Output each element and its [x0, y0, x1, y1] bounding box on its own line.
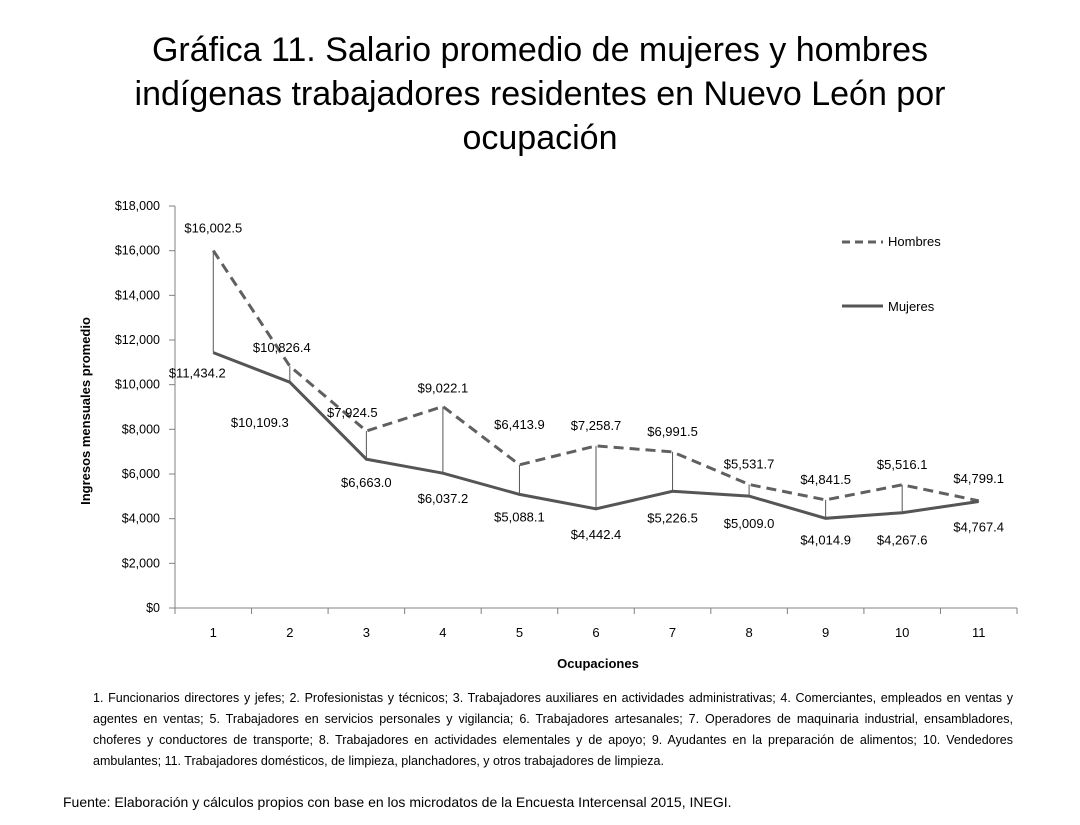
data-label-hombres: $4,841.5 — [800, 471, 851, 487]
y-tick-label: $18,000 — [114, 199, 160, 213]
chart-title-line-3: ocupación — [462, 119, 618, 157]
y-tick-label: $8,000 — [121, 422, 160, 437]
x-tick-label: 8 — [745, 625, 753, 640]
data-label-mujeres: $4,767.4 — [953, 519, 1005, 535]
x-tick-label: 1 — [209, 625, 217, 640]
y-axis-title: Ingresos mensuales promedio — [78, 317, 93, 505]
x-axis-title: Ocupaciones — [557, 656, 639, 671]
data-label-mujeres: $5,088.1 — [494, 509, 545, 525]
data-label-mujeres: $5,226.5 — [647, 510, 698, 526]
data-label-mujeres: $4,014.9 — [800, 532, 851, 548]
x-tick-label: 10 — [894, 625, 910, 640]
data-label-mujeres: $10,109.3 — [230, 415, 289, 431]
data-label-mujeres: $4,442.4 — [570, 526, 622, 542]
source-note: Fuente: Elaboración y cálculos propios con base en los microdatos de la Encuesta Intercensal 2015, INEGI. — [63, 794, 732, 810]
legend-label-hombres: Hombres — [888, 234, 941, 249]
x-tick-label: 3 — [362, 625, 370, 640]
y-tick-label: $12,000 — [114, 333, 160, 347]
x-tick-label: 2 — [286, 625, 294, 640]
data-label-hombres: $7,258.7 — [570, 417, 622, 433]
x-tick-label: 5 — [515, 625, 524, 640]
data-label-mujeres: $6,663.0 — [341, 475, 392, 491]
data-label-mujeres: $4,267.6 — [876, 532, 928, 548]
data-label-hombres: $5,531.7 — [723, 456, 775, 472]
chart-title-line-2: indígenas trabajadores residentes en Nuevo León por — [134, 75, 946, 113]
data-label-hombres: $9,022.1 — [417, 380, 469, 396]
data-label-mujeres: $11,434.2 — [168, 365, 226, 381]
x-tick-label: 6 — [592, 625, 600, 640]
x-tick-label: 7 — [668, 625, 677, 640]
chart-title-line-1: Gráfica 11. Salario promedio de mujeres y hombres — [151, 31, 929, 69]
data-label-mujeres: $6,037.2 — [417, 491, 469, 507]
data-label-hombres: $10,826.4 — [252, 340, 311, 356]
x-tick-label: 4 — [439, 625, 447, 640]
data-label-hombres: $5,516.1 — [876, 456, 928, 472]
data-label-hombres: $7,924.5 — [327, 405, 378, 421]
legend-label-mujeres: Mujeres — [888, 299, 935, 314]
occupation-notes: 1. Funcionarios directores y jefes; 2. Profesionistas y técnicos; 3. Trabajadores auxiliares en actividades administrativas; 4. Comerciantes, empleados en ventas y agentes en ventas; 5. Trabajadores en servicios personales y vigilancia; 6. Trabajadores artesanales; 7. Operadores de maquinaria industrial, ensambladores, choferes y conductores de transporte; 8. Trabajadores en actividades elementales y de apoyo; 9. Ayudantes en la preparación de alimentos; 10. Vendedores ambulantes; 11. Trabajadores domésticos, de limpieza, planchadores, y otros trabajadores de limpieza. — [93, 691, 1013, 768]
y-tick-label: $0 — [146, 601, 160, 615]
x-tick-label: 9 — [822, 625, 830, 640]
data-label-hombres: $16,002.5 — [184, 220, 243, 236]
x-tick-label: 11 — [971, 625, 986, 640]
y-tick-label: $2,000 — [121, 556, 160, 571]
data-label-mujeres: $5,009.0 — [723, 516, 775, 532]
y-tick-label: $4,000 — [121, 511, 160, 526]
y-tick-label: $10,000 — [114, 377, 160, 392]
data-label-hombres: $6,413.9 — [494, 416, 545, 432]
data-label-hombres: $4,799.1 — [953, 470, 1005, 486]
y-tick-label: $6,000 — [121, 467, 160, 481]
y-tick-label: $16,000 — [114, 243, 160, 258]
y-tick-label: $14,000 — [114, 288, 160, 303]
data-label-hombres: $6,991.5 — [647, 423, 698, 439]
